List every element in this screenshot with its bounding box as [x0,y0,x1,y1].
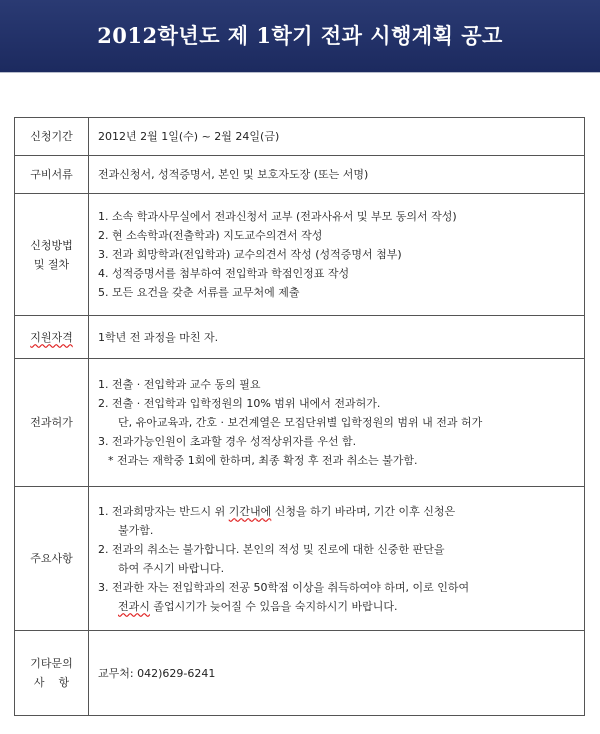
row-other [15,631,585,716]
list-item-note: * 전과는 재학중 1회에 한하며, 최종 확정 후 전과 취소는 불가함. [108,454,418,467]
notes-item3-cont-part-a: 전과시 [118,599,150,613]
other-label [15,631,89,716]
list-item: 2. 현 소속학과(전출학과) 지도교수의견서 작성 [98,229,323,242]
notes-list [89,487,585,631]
notice-table [14,117,585,716]
list-item: 5. 모든 요건을 갖춘 서류를 교무처에 제출 [98,286,300,299]
list-item: 4. 성적증명서를 첨부하여 전입학과 학점인정표 작성 [98,267,350,280]
list-item [98,502,578,521]
documents-label: 구비서류 [15,156,89,194]
other-label-line1: 기타문의 [30,657,73,670]
page-title: 2012학년도 제 1학기 전과 시행계획 공고 [97,23,503,48]
list-item: 2. 전출 · 전입학과 입학정원의 10% 범위 내에서 전과허가. [98,397,381,410]
row-notes [15,487,585,631]
notes-label: 주요사항 [15,487,89,631]
row-eligibility [15,316,585,359]
permission-label: 전과허가 [15,359,89,487]
notes-item1-part-a: 1. 전과희망자는 반드시 위 [98,504,229,518]
procedure-list [89,194,585,316]
list-item: 3. 전과 희망학과(전입학과) 교수의견서 작성 (성적증명서 첨부) [98,248,402,261]
other-label-line2: 사 항 [33,676,70,689]
list-item-continuation: 단, 유아교육과, 간호 · 보건계열은 모집단위별 입학정원의 범위 내 전과 허가 [118,416,483,429]
procedure-label [15,194,89,316]
row-permission [15,359,585,487]
list-item: 1. 소속 학과사무실에서 전과신청서 교부 (전과사유서 및 부모 동의서 작성) [98,210,457,223]
title-banner [0,0,600,73]
permission-list [89,359,585,487]
list-item: 3. 전과가능인원이 초과할 경우 성적상위자를 우선 함. [98,435,357,448]
period-label: 신청기간 [15,118,89,156]
eligibility-value: 1학년 전 과정을 마친 자. [89,316,585,359]
list-item: 3. 전과한 자는 전입학과의 전공 50학점 이상을 취득하여야 하며, 이로 인하여 [98,580,470,594]
notes-item1-part-b: 기간내에 [228,504,272,518]
procedure-label-line2: 및 절차 [33,257,70,271]
notes-item1-part-c: 신청을 하기 바라며, 기간 이후 신청은 [271,504,456,518]
list-item: 1. 전출 · 전입학과 교수 동의 필요 [98,378,261,391]
period-value: 2012년 2월 1일(수) ~ 2월 24일(금) [89,118,585,156]
list-item-continuation: 불가함. [118,523,154,537]
procedure-label-line1: 신청방법 [30,238,73,252]
other-value: 교무처: 042)629-6241 [89,631,585,716]
row-documents [15,156,585,194]
eligibility-label-text: 지원자격 [30,330,73,344]
list-item: 2. 전과의 취소는 불가합니다. 본인의 적성 및 진로에 대한 신중한 판단을 [98,542,445,556]
notes-item3-cont-part-b: 졸업시기가 늦어질 수 있음을 숙지하시기 바랍니다. [149,599,398,613]
row-procedure [15,194,585,316]
list-item-continuation [98,597,578,616]
row-period [15,118,585,156]
list-item-continuation: 하여 주시기 바랍니다. [118,561,225,575]
eligibility-label [15,316,89,359]
documents-value: 전과신청서, 성적증명서, 본인 및 보호자도장 (또는 서명) [89,156,585,194]
